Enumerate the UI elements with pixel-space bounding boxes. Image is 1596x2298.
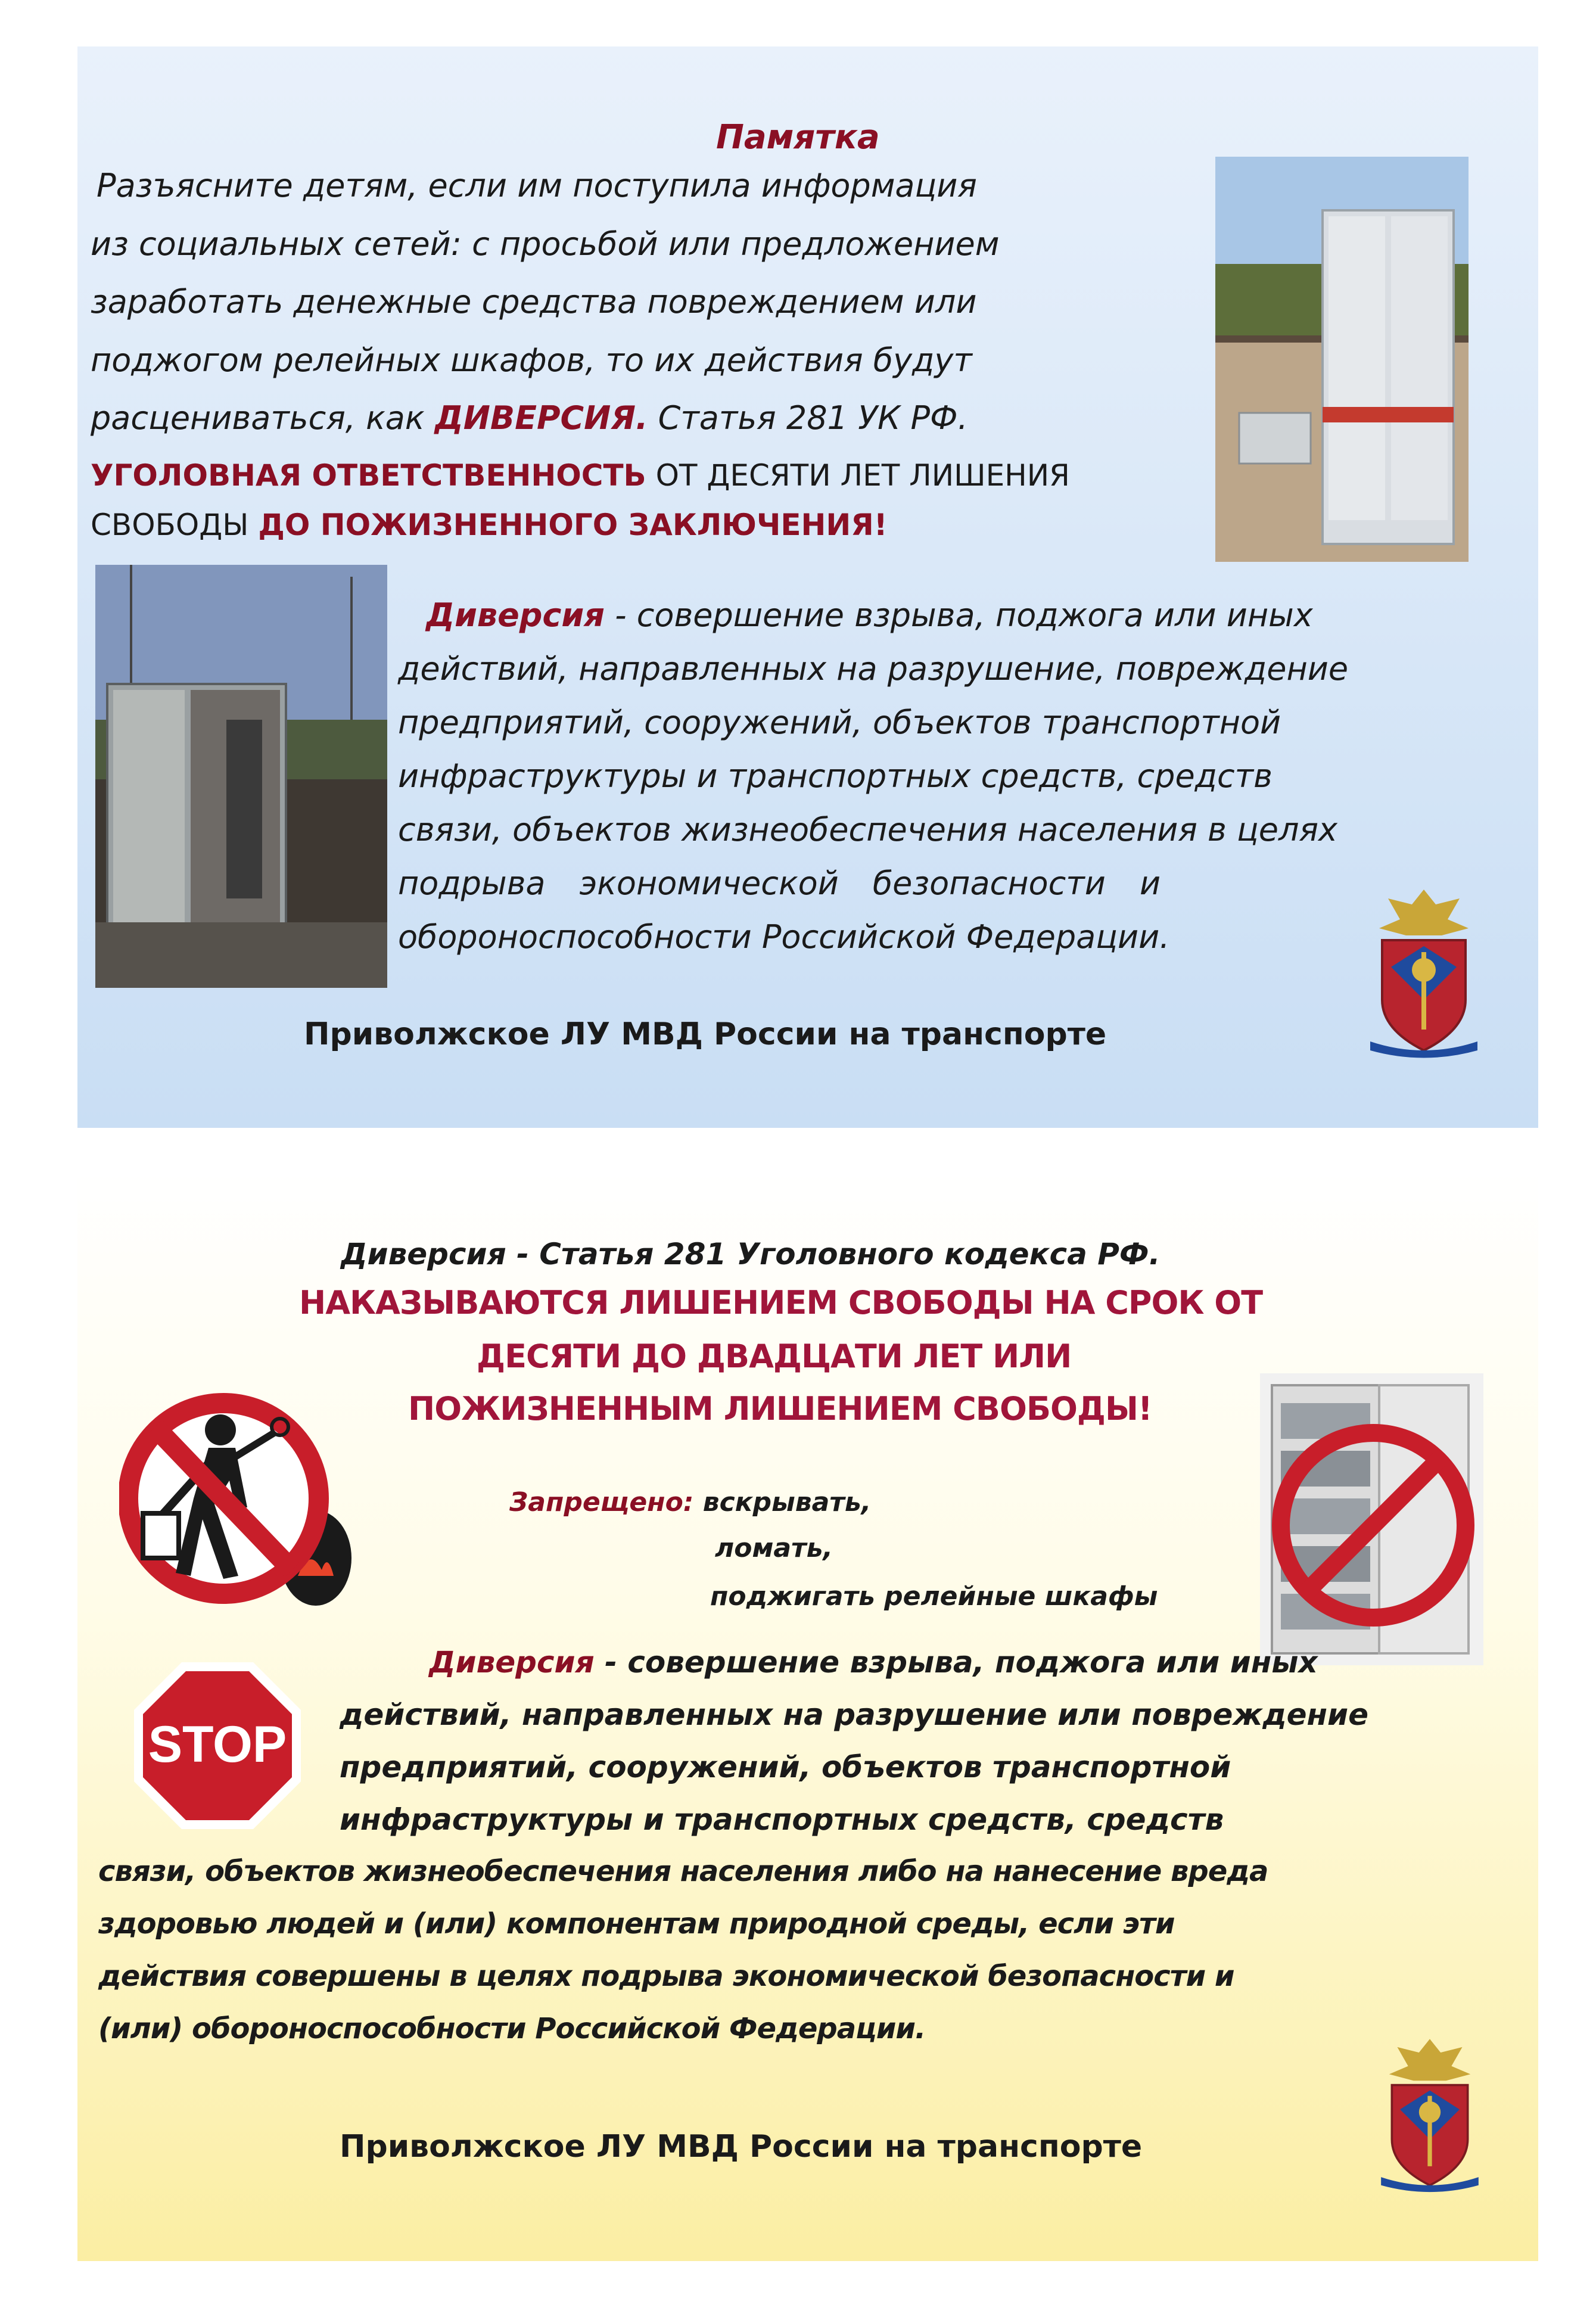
no-vandalism-icon [119,1379,369,1618]
memo-card-top [77,46,1538,1128]
definition-line-5: связи, объектов жизнеобеспечения населения в целях [398,811,1337,848]
memo-line-6: УГОЛОВНАЯ ОТВЕТСТВЕННОСТЬ ОТ ДЕСЯТИ ЛЕТ ЛИШЕНИЯ [91,458,1070,493]
bottom-definition-line-3: предприятий, сооружений, объектов транспортной [340,1750,1231,1784]
penalty-line-3: ПОЖИЗНЕННЫМ ЛИШЕНИЕМ СВОБОДЫ! [408,1390,1152,1428]
bottom-definition-line-2: действий, направленных на разрушение или повреждение [340,1697,1369,1732]
definition-line-7: обороноспособности Российской Федерации. [398,918,1170,956]
footer-org-top: Приволжское ЛУ МВД России на транспорте [304,1016,1107,1052]
mvd-emblem-icon [1358,881,1489,1059]
forbidden-line-2: ломать, [715,1533,833,1563]
svg-text:STOP: STOP [148,1716,287,1773]
memo-line-7: СВОБОДЫ ДО ПОЖИЗНЕННОГО ЗАКЛЮЧЕНИЯ! [91,508,888,542]
railway-cabinet-photo [1215,157,1469,562]
memo-line-3: заработать денежные средства повреждением или [91,283,977,321]
forbidden-line-1: Запрещено: вскрывать, [509,1487,872,1518]
article-heading: Диверсия - Статья 281 Уголовного кодекса РФ. [341,1237,1161,1271]
bottom-definition-line-8: (или) обороноспособности Российской Федерации. [98,2012,926,2045]
warning-card-bottom [77,1171,1538,2261]
definition-line-3: предприятий, сооружений, объектов транспортной [398,704,1281,741]
memo-line-1: Разъясните детям, если им поступила информация [97,167,977,204]
definition-line-4: инфраструктуры и транспортных средств, средств [398,757,1273,795]
footer-org-bottom: Приволжское ЛУ МВД России на транспорте [340,2129,1143,2165]
penalty-line-2: ДЕСЯТИ ДО ДВАДЦАТИ ЛЕТ ИЛИ [477,1338,1072,1375]
no-cabinet-icon [1260,1373,1483,1665]
bottom-definition-line-6: здоровью людей и (или) компонентам природной среды, если эти [98,1907,1175,1941]
bottom-definition-line-4: инфраструктуры и транспортных средств, средств [340,1802,1224,1837]
forbidden-line-3: поджигать релейные шкафы [710,1581,1158,1612]
definition-line-2: действий, направленных на разрушение, повреждение [398,650,1349,688]
bottom-definition-line-5: связи, объектов жизнеобеспечения населения либо на нанесение вреда [98,1855,1268,1888]
mvd-emblem-icon [1370,2029,1489,2196]
bottom-definition-line-1: Диверсия - совершение взрыва, поджога или иных [429,1645,1318,1680]
penalty-line-1: НАКАЗЫВАЮТСЯ ЛИШЕНИЕМ СВОБОДЫ НА СРОК ОТ [299,1284,1263,1321]
memo-title: Памятка [716,118,880,157]
stop-sign-icon [131,1659,304,1832]
memo-line-5: расцениваться, как ДИВЕРСИЯ. Статья 281 УК РФ. [91,399,968,437]
bottom-definition-line-7: действия совершены в целях подрыва экономической безопасности и [98,1960,1234,1993]
definition-line-1: Диверсия - совершение взрыва, поджога или иных [426,596,1313,634]
memo-line-2: из социальных сетей: с просьбой или предложением [91,225,1000,263]
memo-line-4: поджогом релейных шкафов, то их действия будут [91,341,972,379]
definition-line-6: подрыва экономической безопасности и [398,865,1161,902]
burned-cabinet-photo [95,565,387,988]
